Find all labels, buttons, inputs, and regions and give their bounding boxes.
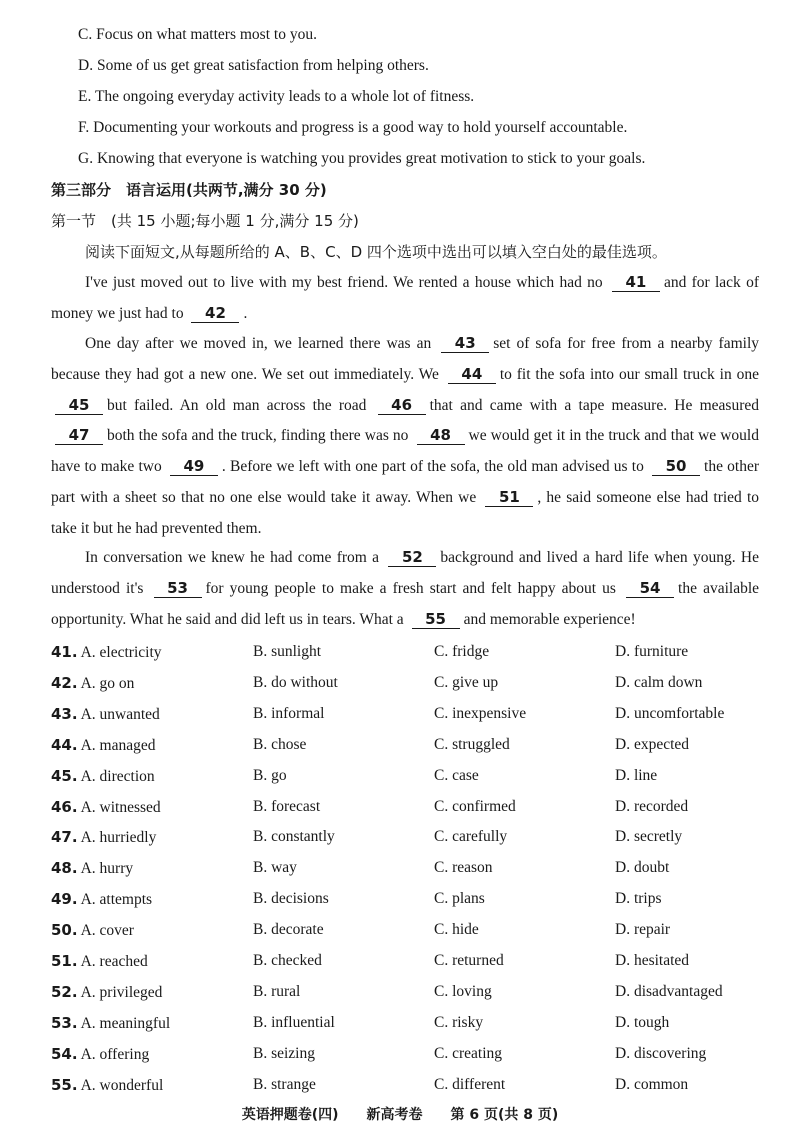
option-d: D. doubt xyxy=(615,859,670,877)
question-row xyxy=(51,766,771,797)
passage-text: we would get it in the truck and that we would have to make two xyxy=(51,427,759,476)
passage-text: . Before we left with one part of the sofa, the old man advised us to xyxy=(221,458,644,476)
option-a xyxy=(51,1075,163,1096)
option-a-text: A. go on xyxy=(80,674,135,692)
question-number: 42. xyxy=(51,673,78,692)
question-number: 44. xyxy=(51,735,78,754)
option-b: B. forecast xyxy=(253,797,321,815)
option-a xyxy=(51,858,133,879)
blank-46: 46 xyxy=(378,396,426,415)
passage-paragraph-2 xyxy=(51,329,759,545)
passage-text: and memorable experience! xyxy=(463,610,636,628)
option-a-text: A. meaningful xyxy=(80,1014,171,1032)
option-a xyxy=(51,889,152,910)
option-b: B. rural xyxy=(253,982,301,1000)
question-row xyxy=(51,735,771,766)
question-number: 50. xyxy=(51,921,78,940)
question-number: 55. xyxy=(51,1075,78,1094)
question-number: 49. xyxy=(51,890,78,909)
passage-paragraph-1 xyxy=(51,268,759,330)
option-a-text: A. witnessed xyxy=(80,798,161,816)
option-b: B. decorate xyxy=(253,921,324,939)
option-a-text: A. attempts xyxy=(80,891,153,909)
question-row xyxy=(51,797,771,828)
option-a xyxy=(51,1044,149,1065)
blank-48: 48 xyxy=(417,426,465,445)
page-footer: 英语押题卷(四) 新高考卷 第 6 页(共 8 页) xyxy=(241,1107,559,1123)
option-b: B. way xyxy=(253,859,297,877)
option-c: C. struggled xyxy=(434,735,510,753)
option-b: B. sunlight xyxy=(253,643,322,660)
blank-44: 44 xyxy=(448,365,496,384)
passage-paragraph-3 xyxy=(51,543,759,635)
option-b: B. checked xyxy=(253,952,322,969)
blank-55: 55 xyxy=(412,610,460,629)
question-row xyxy=(51,951,771,982)
option-d: D. calm down xyxy=(615,673,703,691)
question-number: 47. xyxy=(51,828,78,847)
task-option-d: D. Some of us get great satisfaction from helping others. xyxy=(78,57,429,74)
option-c: C. plans xyxy=(434,890,485,908)
option-a-text: A. reached xyxy=(80,953,148,970)
question-number: 45. xyxy=(51,766,78,785)
option-a xyxy=(51,735,156,756)
option-d: D. expected xyxy=(615,735,690,753)
option-d: D. repair xyxy=(615,921,671,939)
option-c: C. give up xyxy=(434,673,499,691)
question-number: 46. xyxy=(51,797,78,816)
blank-41: 41 xyxy=(612,273,660,292)
blank-52: 52 xyxy=(388,548,436,567)
option-b: B. decisions xyxy=(253,890,329,908)
option-a xyxy=(51,673,134,694)
option-a-text: A. managed xyxy=(80,736,156,754)
option-d: D. secretly xyxy=(615,828,683,846)
question-row xyxy=(51,1075,771,1106)
task-option-g: G. Knowing that everyone is watching you provides great motivation to stick to your goals. xyxy=(78,150,646,167)
option-b: B. constantly xyxy=(253,828,335,846)
option-b: B. influential xyxy=(253,1013,335,1031)
option-c: C. hide xyxy=(434,921,479,939)
blank-53: 53 xyxy=(154,579,202,598)
option-d: D. uncomfortable xyxy=(615,704,725,722)
option-a xyxy=(51,827,156,848)
option-a xyxy=(51,642,162,663)
question-row xyxy=(51,1044,771,1075)
task-option-c: C. Focus on what matters most to you. xyxy=(78,26,317,43)
option-a xyxy=(51,797,161,818)
option-d: D. trips xyxy=(615,890,662,908)
question-row xyxy=(51,704,771,735)
option-a xyxy=(51,1013,170,1034)
passage-text: the available opportunity. What he said and did left us in tears. What a xyxy=(51,579,760,628)
option-b: B. strange xyxy=(253,1075,316,1093)
blank-50: 50 xyxy=(652,457,700,476)
passage-text: and for lack of money we just had to xyxy=(51,274,759,322)
option-d: D. disadvantaged xyxy=(615,982,723,1000)
question-row xyxy=(51,889,771,920)
question-number: 43. xyxy=(51,704,78,723)
option-d: D. recorded xyxy=(615,797,689,815)
passage-text: I've just moved out to live with my best friend. We rented a house which had no xyxy=(85,274,603,291)
option-a xyxy=(51,766,155,787)
option-b: B. seizing xyxy=(253,1044,315,1062)
question-number: 51. xyxy=(51,952,78,970)
blank-47: 47 xyxy=(55,426,103,445)
question-row xyxy=(51,982,771,1013)
option-b: B. informal xyxy=(253,704,325,722)
task-option-f: F. Documenting your workouts and progress is a good way to hold yourself accountable. xyxy=(78,119,628,136)
option-b: B. do without xyxy=(253,673,338,691)
task-option-e: E. The ongoing everyday activity leads to a whole lot of fitness. xyxy=(78,88,475,105)
option-d: D. furniture xyxy=(615,643,689,660)
option-c: C. carefully xyxy=(434,828,508,846)
option-c: C. different xyxy=(434,1075,506,1093)
question-number: 48. xyxy=(51,859,78,878)
question-row xyxy=(51,920,771,951)
option-d: D. common xyxy=(615,1075,689,1093)
option-b: B. go xyxy=(253,766,287,784)
option-d: D. line xyxy=(615,766,658,784)
passage-text: One day after we moved in, we learned there was an xyxy=(85,335,432,352)
option-c: C. risky xyxy=(434,1013,484,1031)
option-c: C. inexpensive xyxy=(434,704,527,722)
passage-text: for young people to make a fresh start and felt happy about us xyxy=(205,579,616,597)
option-a-text: A. wonderful xyxy=(80,1076,164,1094)
question-number: 53. xyxy=(51,1013,78,1032)
question-row xyxy=(51,673,771,704)
option-b: B. chose xyxy=(253,735,307,753)
question-row xyxy=(51,1013,771,1044)
question-number: 41. xyxy=(51,643,78,661)
question-row xyxy=(51,827,771,858)
subsection-title: 第一节 (共 15 小题;每小题 1 分,满分 15 分) xyxy=(51,212,359,230)
option-a-text: A. direction xyxy=(80,767,155,785)
option-a-text: A. hurriedly xyxy=(80,829,157,847)
blank-49: 49 xyxy=(170,457,218,476)
passage-text: set of sofa for free from a nearby family because they had got a new one. We set out immediately. We xyxy=(51,335,760,383)
option-a xyxy=(51,982,162,1003)
passage-text: to fit the sofa into our small truck in one xyxy=(499,365,759,383)
option-c: C. reason xyxy=(434,859,493,877)
part-title: 第三部分 语言运用(共两节,满分 30 分) xyxy=(51,181,327,199)
option-a-text: A. electricity xyxy=(80,644,162,661)
option-a xyxy=(51,920,134,941)
option-a-text: A. privileged xyxy=(80,983,163,1001)
blank-42: 42 xyxy=(191,304,239,323)
passage-text: the other part with a sheet so that no one else would take it away. When we xyxy=(51,458,760,506)
passage-text: that and came with a tape measure. He measured xyxy=(429,396,759,414)
option-d: D. hesitated xyxy=(615,952,690,969)
option-a xyxy=(51,704,160,725)
option-a-text: A. hurry xyxy=(80,860,134,878)
option-d: D. tough xyxy=(615,1013,670,1031)
question-number: 54. xyxy=(51,1044,78,1063)
option-a-text: A. cover xyxy=(80,922,134,940)
question-number: 52. xyxy=(51,982,78,1001)
passage-text: both the sofa and the truck, finding there was no xyxy=(107,427,409,445)
blank-45: 45 xyxy=(55,396,103,415)
option-c: C. returned xyxy=(434,952,504,969)
option-c: C. fridge xyxy=(434,643,490,660)
passage-text: but failed. An old man across the road xyxy=(107,396,367,414)
question-row xyxy=(51,858,771,889)
option-a-text: A. unwanted xyxy=(80,705,160,723)
instruction: 阅读下面短文,从每题所给的 A、B、C、D 四个选项中选出可以填入空白处的最佳选项。 xyxy=(85,243,667,261)
option-d: D. discovering xyxy=(615,1044,707,1062)
option-c: C. creating xyxy=(434,1044,503,1062)
option-a xyxy=(51,951,148,972)
option-c: C. loving xyxy=(434,982,492,1000)
passage-text: . xyxy=(243,304,248,322)
passage-text: , he said someone else had tried to take it but he had prevented them. xyxy=(51,488,760,537)
option-a-text: A. offering xyxy=(80,1045,150,1063)
question-row xyxy=(51,642,771,673)
blank-43: 43 xyxy=(441,334,489,353)
option-c: C. confirmed xyxy=(434,797,516,815)
option-c: C. case xyxy=(434,766,479,784)
passage-text: In conversation we knew he had come from a xyxy=(85,549,380,566)
passage-text: background and lived a hard life when young. He understood it's xyxy=(51,549,760,597)
blank-54: 54 xyxy=(626,579,674,598)
blank-51: 51 xyxy=(485,488,533,507)
